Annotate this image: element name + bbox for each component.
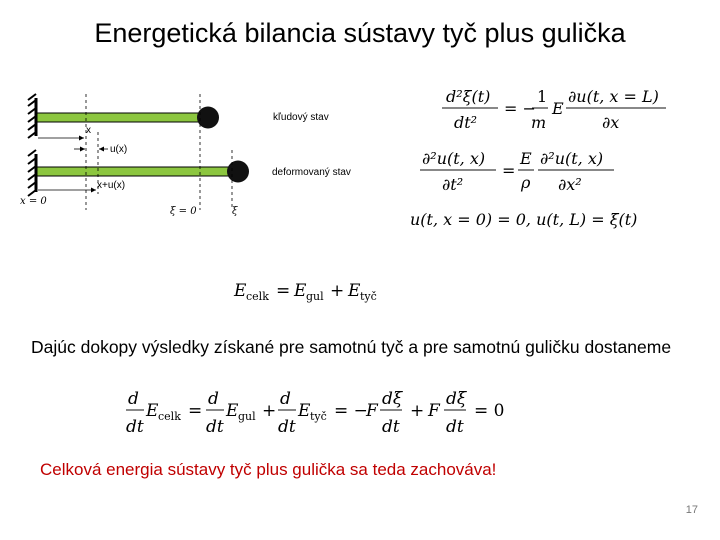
svg-text:∂²u(t, x): ∂²u(t, x) — [422, 149, 486, 168]
ball-deformed — [227, 161, 249, 183]
svg-text:=: = — [502, 161, 516, 180]
svg-text:ρ: ρ — [521, 173, 531, 192]
svg-text:= −: = − — [334, 401, 368, 421]
label-xi0: ξ = 0 — [170, 206, 197, 217]
svg-text:dξ: dξ — [446, 389, 467, 409]
svg-text:E: E — [146, 401, 159, 421]
svg-text:=: = — [276, 281, 291, 301]
svg-text:dt: dt — [382, 417, 400, 437]
svg-text:1: 1 — [537, 87, 548, 106]
label-x-plus-ux: x+u(x) — [97, 180, 126, 191]
svg-text:= −: = − — [504, 99, 536, 118]
svg-text:∂t²: ∂t² — [442, 175, 464, 194]
rod-rest — [37, 113, 207, 122]
svg-text:d: d — [208, 389, 219, 409]
slide-title: Energetická bilancia sústavy tyč plus gulička — [94, 18, 626, 48]
body-text: Dajúc dokopy výsledky získané pre samotnú tyč a pre samotnú guličku dostaneme — [31, 337, 672, 357]
rod-deformed — [37, 167, 235, 176]
svg-text:∂u(t, x = L): ∂u(t, x = L) — [568, 87, 659, 106]
svg-text:E: E — [552, 99, 564, 118]
label-rest-state: kľudový stav — [273, 112, 329, 123]
wall-bottom — [28, 150, 36, 196]
svg-text:+: + — [262, 401, 277, 421]
svg-text:∂²u(t, x): ∂²u(t, x) — [540, 149, 604, 168]
label-deformed-state: deformovaný stav — [272, 167, 351, 178]
svg-text:dt: dt — [278, 417, 296, 437]
conclusion-text: Celková energia sústavy tyč plus gulička sa teda zachováva! — [40, 460, 497, 479]
label-x: x — [86, 125, 91, 136]
svg-text:d: d — [128, 389, 139, 409]
svg-text:dt: dt — [206, 417, 224, 437]
equation-energy-derivative — [124, 386, 554, 440]
svg-text:dt: dt — [446, 417, 464, 437]
svg-text:E: E — [298, 401, 311, 421]
svg-text:d: d — [280, 389, 291, 409]
svg-text:E: E — [520, 149, 532, 168]
svg-text:gul: gul — [306, 290, 324, 303]
svg-text:F: F — [366, 401, 378, 421]
svg-text:dt²: dt² — [454, 113, 478, 132]
equation-boundary — [408, 206, 668, 232]
label-ux: u(x) — [110, 144, 128, 155]
svg-text:F: F — [428, 401, 440, 421]
equation-wave — [418, 146, 618, 196]
label-xi: ξ — [232, 206, 238, 217]
svg-text:= 0: = 0 — [474, 401, 505, 421]
svg-text:E: E — [234, 281, 247, 301]
equation-total-energy — [232, 276, 412, 304]
page-number: 17 — [685, 504, 698, 516]
svg-text:tyč: tyč — [310, 410, 327, 423]
svg-text:dξ: dξ — [382, 389, 403, 409]
wall-top — [28, 94, 36, 138]
svg-text:∂x²: ∂x² — [558, 175, 582, 194]
svg-text:dt: dt — [126, 417, 144, 437]
svg-text:=: = — [188, 401, 203, 421]
svg-text:tyč: tyč — [360, 290, 377, 303]
svg-text:E: E — [226, 401, 239, 421]
rod-diagram — [18, 92, 378, 222]
svg-text:gul: gul — [238, 410, 256, 423]
svg-text:celk: celk — [158, 410, 181, 423]
svg-text:E: E — [348, 281, 361, 301]
svg-text:E: E — [294, 281, 307, 301]
svg-text:celk: celk — [246, 290, 269, 303]
label-x0: x = 0 — [20, 196, 47, 207]
svg-text:d²ξ(t): d²ξ(t) — [446, 87, 491, 106]
svg-text:∂x: ∂x — [602, 113, 620, 132]
svg-text:+: + — [410, 401, 425, 421]
svg-text:m: m — [531, 113, 547, 132]
equation-ball-motion — [440, 84, 670, 134]
svg-text:u(t, x = 0) = 0, u(t, L) = ξ: u(t, x = 0) = 0, u(t, L) = ξ(t) — [410, 210, 638, 229]
svg-text:+: + — [330, 281, 345, 301]
